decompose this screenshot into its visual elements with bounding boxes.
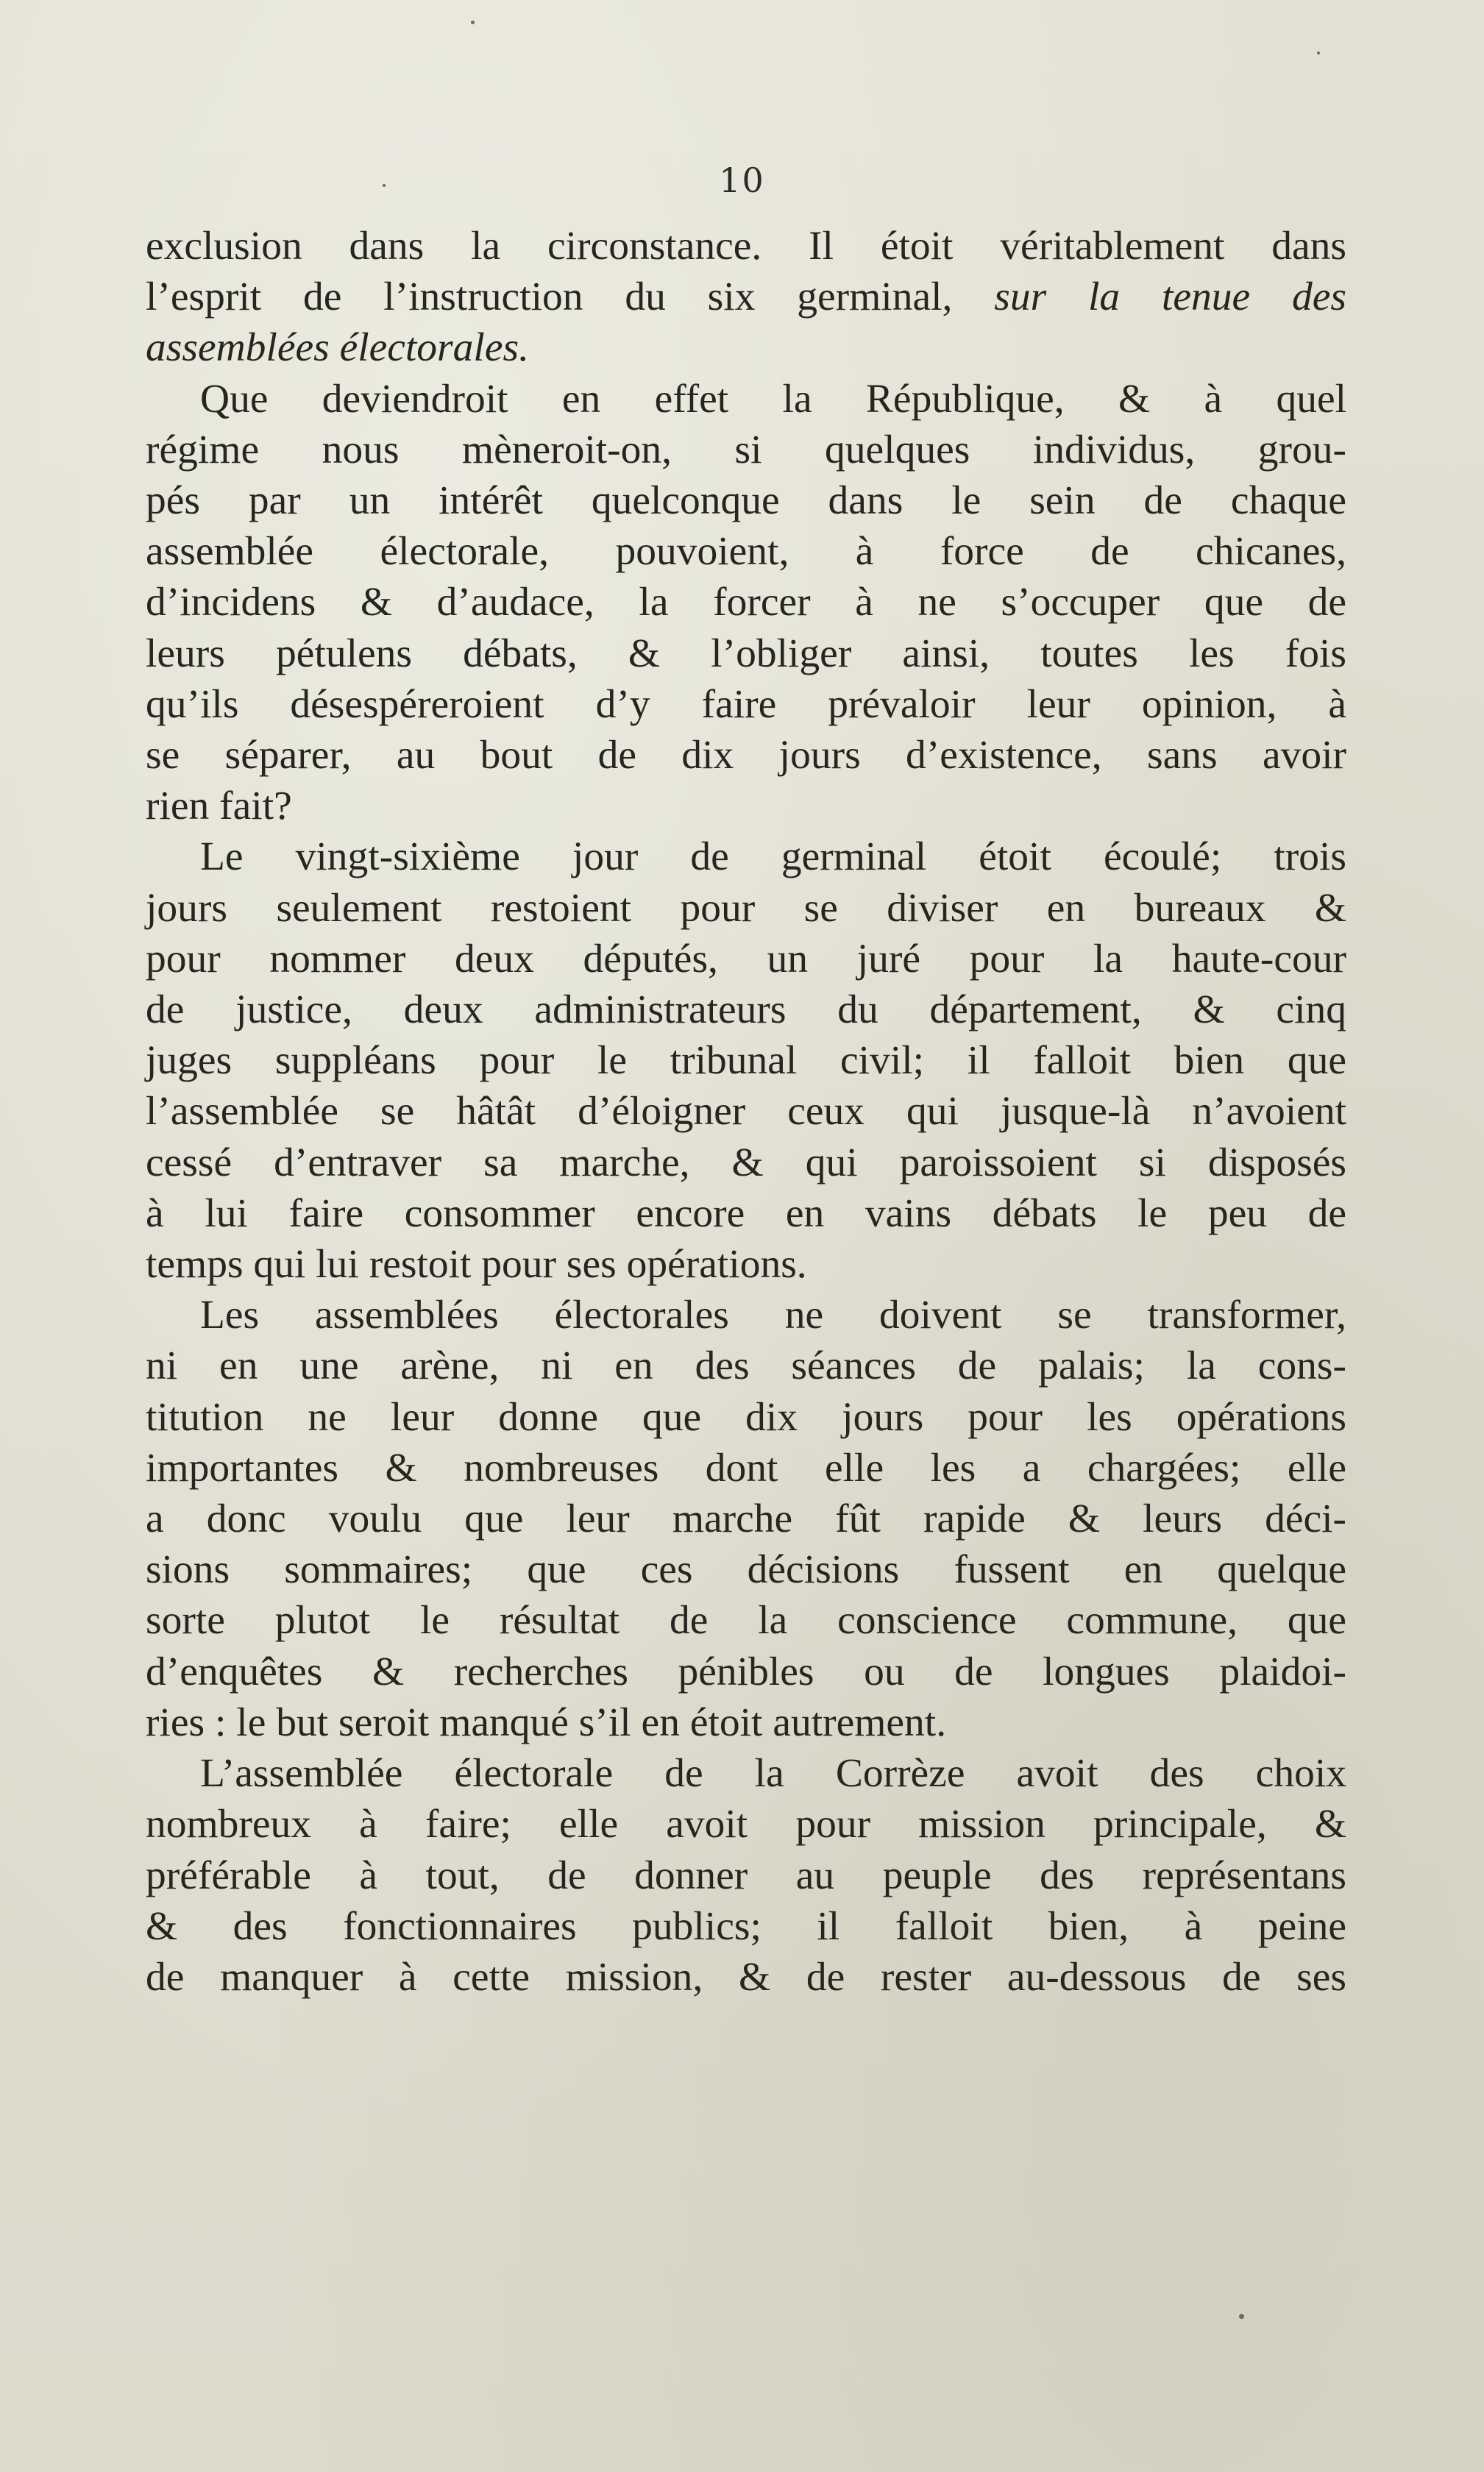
text-line bbox=[146, 322, 1346, 373]
text-line: importantes & nombreuses dont elle les a chargées; elle bbox=[146, 1445, 1346, 1491]
text-line bbox=[146, 271, 1346, 322]
italic-title-run: assemblées électorales bbox=[146, 325, 519, 371]
text-line: régime nous mèneroit-on, si quelques individus, grou- bbox=[146, 427, 1346, 472]
text-line: temps qui lui restoit pour ses opérations. bbox=[146, 1242, 807, 1288]
text-line: d’enquêtes & recherches pénibles ou de longues plaidoi- bbox=[146, 1649, 1346, 1694]
text-run: . bbox=[519, 325, 529, 371]
text-line: se séparer, au bout de dix jours d’existence, sans avoir bbox=[146, 733, 1346, 778]
text-line: pour nommer deux députés, un juré pour la haute-cour bbox=[146, 936, 1346, 981]
text-line: préférable à tout, de donner au peuple des représentans bbox=[146, 1853, 1346, 1898]
text-line: de justice, deux administrateurs du département, & cinq bbox=[146, 987, 1346, 1033]
paragraph-first-line: Le vingt-sixième jour de germinal étoit écoulé; trois bbox=[200, 834, 1346, 880]
paragraph-first-line: Les assemblées électorales ne doivent se transformer, bbox=[200, 1293, 1346, 1338]
text-line: à lui faire consommer encore en vains débats le peu de bbox=[146, 1190, 1346, 1236]
text-line: pés par un intérêt quelconque dans le sein de chaque bbox=[146, 478, 1346, 524]
text-line: a donc voulu que leur marche fût rapide & leurs déci- bbox=[146, 1496, 1346, 1542]
text-line: jours seulement restoient pour se diviser en bureaux & bbox=[146, 885, 1346, 931]
text-line: assemblée électorale, pouvoient, à force de chicanes, bbox=[146, 529, 1346, 575]
text-line: & des fonctionnaires publics; il falloit bien, à peine bbox=[146, 1903, 1346, 1949]
text-line: titution ne leur donne que dix jours pour les opérations bbox=[146, 1394, 1346, 1440]
body-text bbox=[146, 221, 1346, 2003]
text-line: cessé d’entraver sa marche, & qui paroissoient si disposés bbox=[146, 1140, 1346, 1185]
text-line: ni en une arène, ni en des séances de palais; la cons- bbox=[146, 1343, 1346, 1389]
page-number: 10 bbox=[719, 160, 765, 200]
text-line: leurs pétulens débats, & l’obliger ainsi, toutes les fois bbox=[146, 631, 1346, 676]
text-line: sorte plutot le résultat de la conscience commune, que bbox=[146, 1598, 1346, 1644]
italic-title-run: sur la tenue des bbox=[994, 274, 1346, 320]
text-line: nombreux à faire; elle avoit pour mission principale, & bbox=[146, 1802, 1346, 1847]
paper-speck bbox=[1239, 2314, 1244, 2319]
paragraph-first-line: Que deviendroit en effet la République, & à quel bbox=[200, 376, 1346, 422]
paper-speck bbox=[471, 21, 475, 24]
text-line: exclusion dans la circonstance. Il étoit véritablement dans bbox=[146, 224, 1346, 269]
text-line: juges suppléans pour le tribunal civil; il falloit bien que bbox=[146, 1038, 1346, 1084]
text-line: de manquer à cette mission, & de rester au-dessous de ses bbox=[146, 1954, 1346, 2000]
text-line: sions sommaires; que ces décisions fussent en quelque bbox=[146, 1547, 1346, 1593]
text-line: d’incidens & d’audace, la forcer à ne s’occuper que de bbox=[146, 580, 1346, 625]
text-line: qu’ils désespéreroient d’y faire prévaloir leur opinion, à bbox=[146, 681, 1346, 727]
text-line: ries : le but seroit manqué s’il en étoit autrement. bbox=[146, 1700, 947, 1745]
text-run: l’esprit de l’instruction du six germinal, bbox=[146, 274, 995, 320]
paragraph-first-line: L’assemblée électorale de la Corrèze avoit des choix bbox=[200, 1751, 1346, 1797]
text-line: l’assemblée se hâtât d’éloigner ceux qui jusque-là n’avoient bbox=[146, 1089, 1346, 1134]
paper-speck bbox=[1317, 52, 1320, 54]
text-line: rien fait? bbox=[146, 784, 292, 829]
